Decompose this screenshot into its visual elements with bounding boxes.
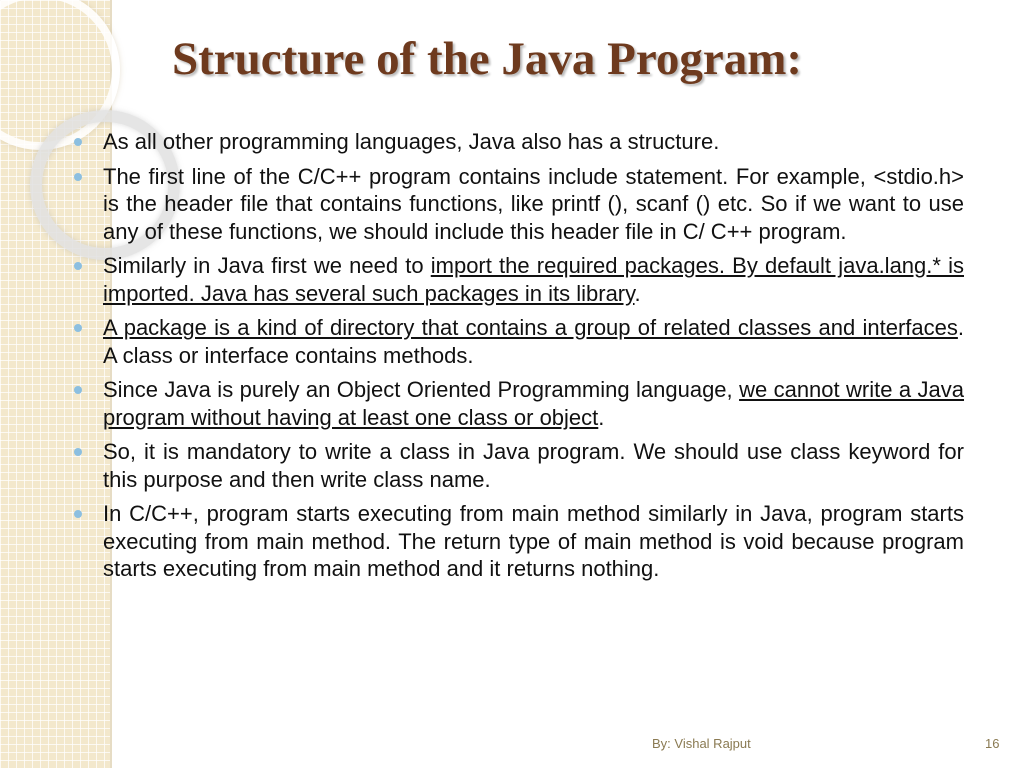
bullet-text: So, it is mandatory to write a class in Java program. We should use class keyword for this purpose and then write class name. <box>103 439 964 492</box>
bullet-item <box>72 376 964 431</box>
bullet-text: As all other programming languages, Java also has a structure. <box>103 129 720 154</box>
bullet-dot-icon <box>74 138 82 146</box>
bullet-item <box>72 252 964 307</box>
bullet-item <box>72 500 964 583</box>
bullet-dot-icon <box>74 173 82 181</box>
bullet-text: The first line of the C/C++ program contains include statement. For example, <stdio.h> is the header file that contains functions, like printf (), scanf () etc. So if we want to use any of these functions, we should include this header file in C/ C++ program. <box>103 163 964 244</box>
bullet-dot-icon <box>74 510 82 518</box>
footer-author: By: Vishal Rajput <box>652 736 751 751</box>
bullet-item <box>72 163 964 246</box>
slide-title: Structure of the Java Program: <box>172 33 803 85</box>
bullet-dot-icon <box>74 324 82 332</box>
bullet-text: . A class or interface contains methods. <box>103 315 964 368</box>
bullet-item <box>72 314 964 369</box>
bullet-text: Since Java is purely an Object Oriented Programming language, <box>103 377 740 402</box>
underlined-text: A package is a kind of directory that contains a group of related classes and interfaces <box>103 315 958 340</box>
bullet-dot-icon <box>74 262 82 270</box>
underlined-text: import the required packages. By default java.lang.* is imported. Java has several such packages in its library <box>103 253 964 306</box>
bullet-text: In C/C++, program starts executing from main method similarly in Java, program starts executing from main method. The return type of main method is void because program starts executing from main method and it returns nothing. <box>103 501 964 581</box>
bullet-dot-icon <box>74 448 82 456</box>
underlined-text: we cannot write a Java program without having at least one class or object <box>103 377 965 430</box>
bullet-text: Similarly in Java first we need to <box>103 253 431 278</box>
bullet-item <box>72 128 964 156</box>
page-number: 16 <box>985 736 1000 751</box>
bullet-text: . <box>598 404 605 430</box>
bullet-item <box>72 438 964 493</box>
bullet-text: . <box>634 280 641 306</box>
bullet-list <box>72 128 964 590</box>
bullet-dot-icon <box>74 386 82 394</box>
